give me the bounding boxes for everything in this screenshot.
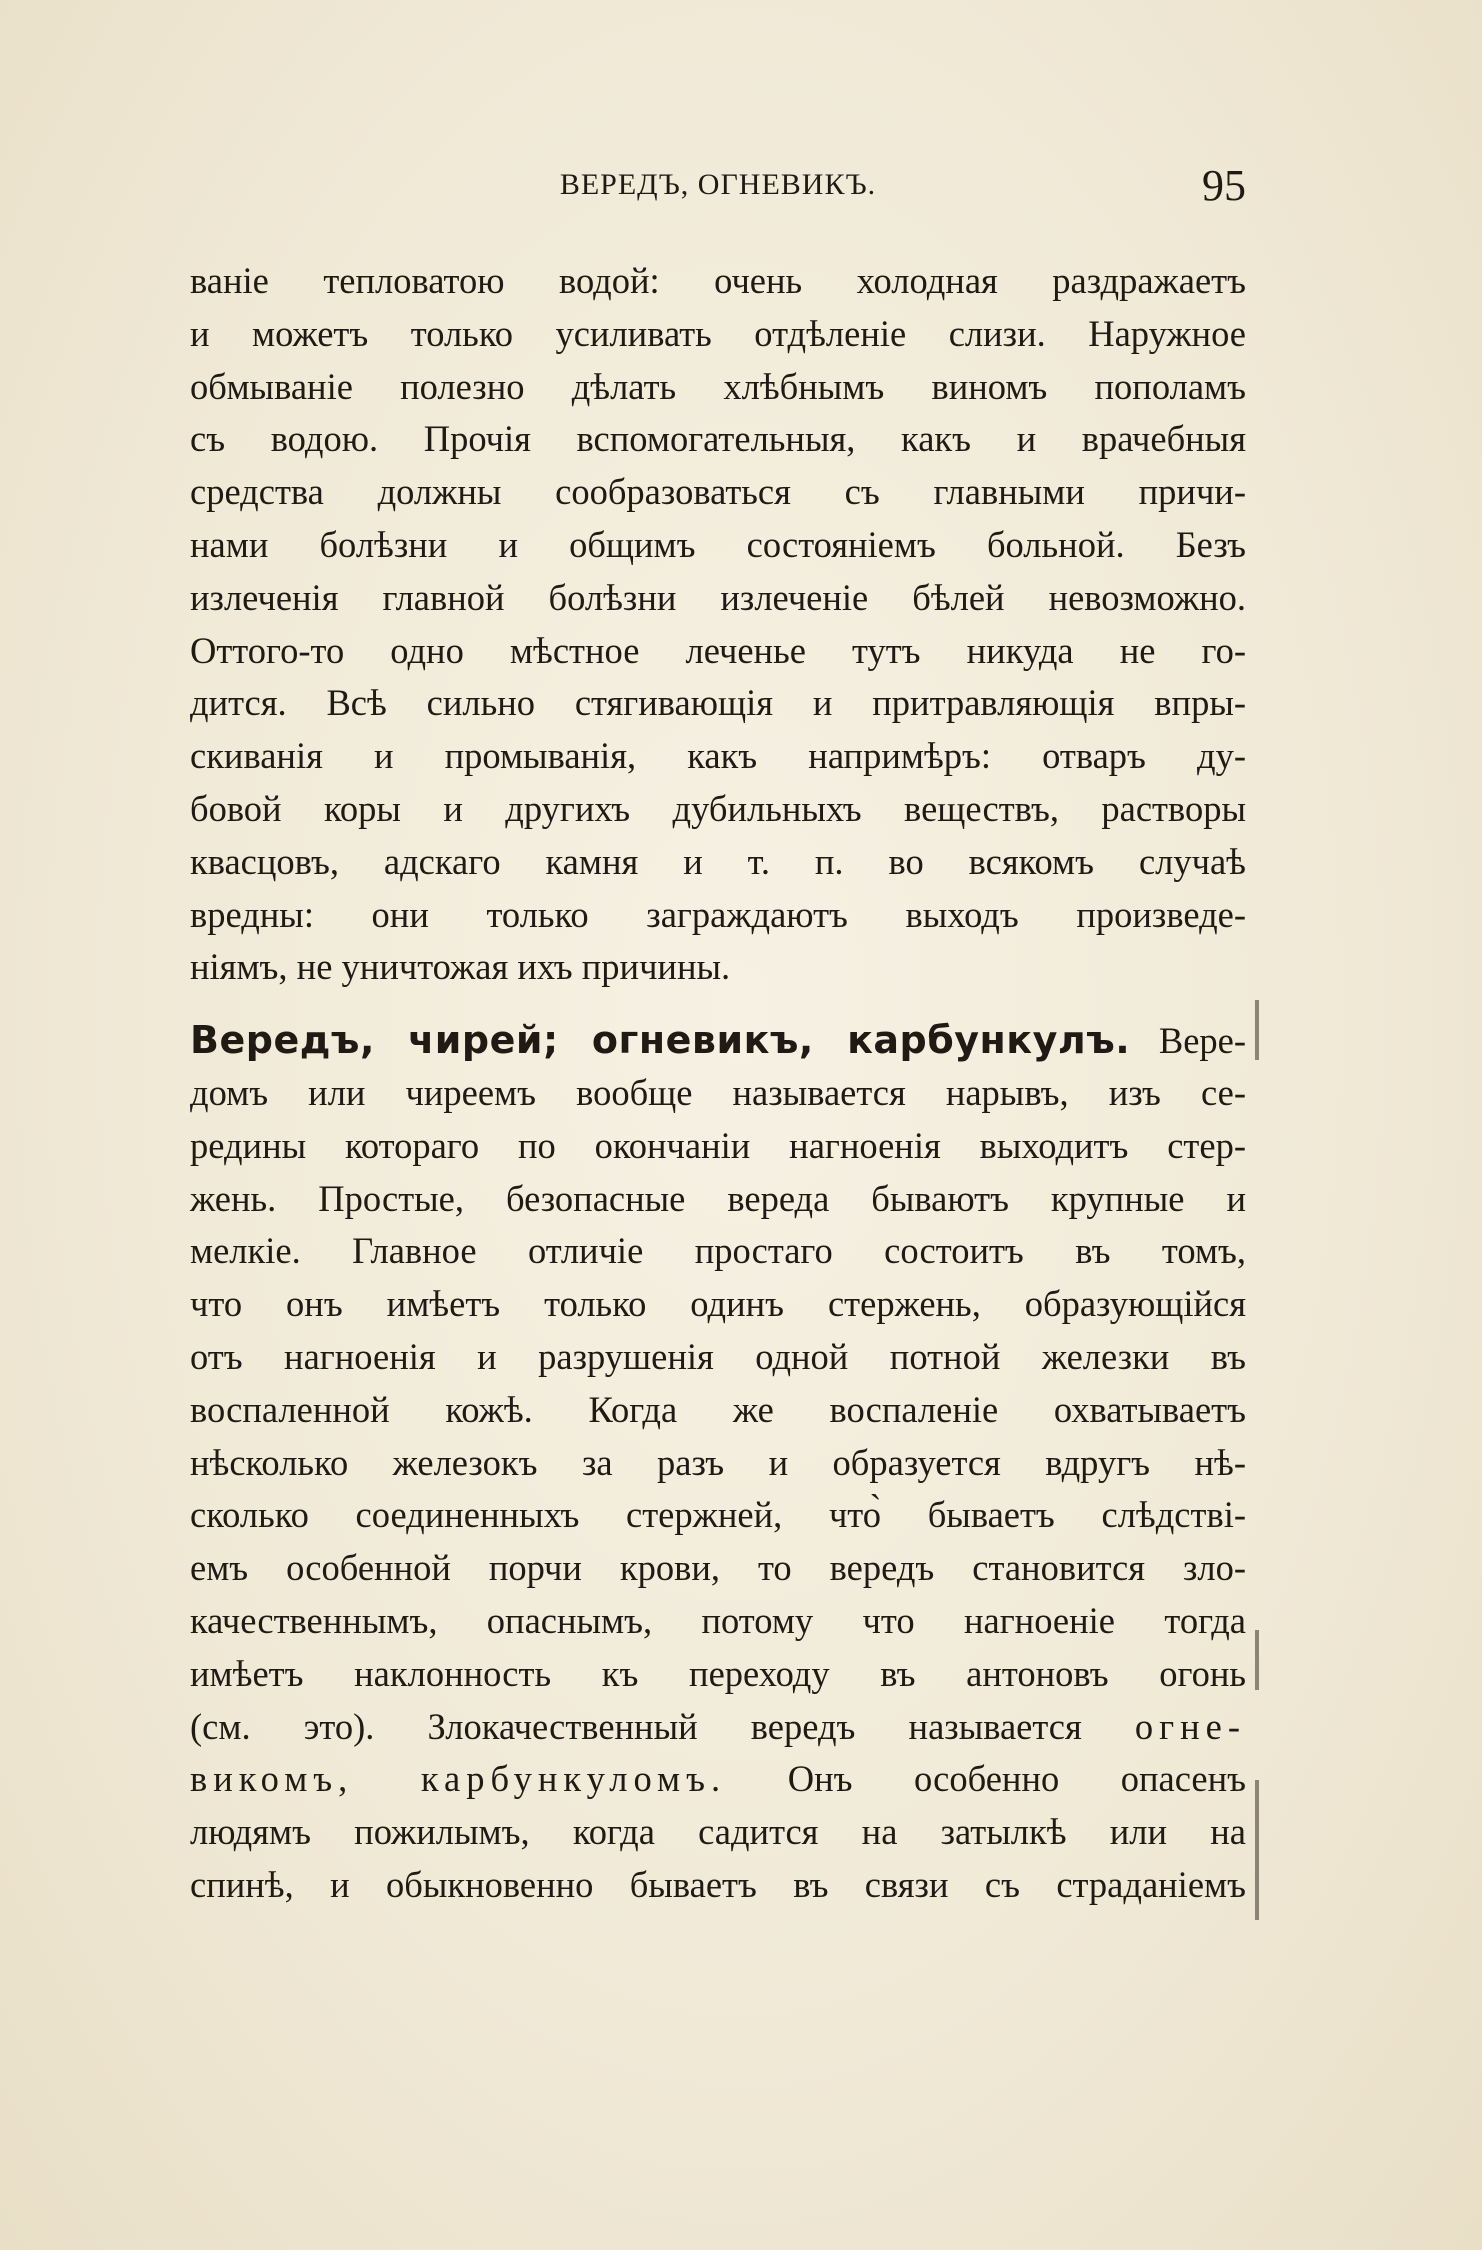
text-line: жень. Простые, безопасные вереда бываютъ крупные и [190,1177,1246,1219]
text-line: Оттого-то одно мѣстное леченье тутъ никуда не го- [190,629,1246,671]
text-line: спинѣ, и обыкновенно бываетъ въ связи съ страданіемъ [190,1863,1246,1905]
text-line: дится. Всѣ сильно стягивающія и притравляющія впры- [190,682,1246,724]
text-line: редины котораго по окончаніи нагноенія выходитъ стер- [190,1124,1246,1166]
text-fragment: Онъ особенно опасенъ [787,1758,1247,1800]
text-fragment: Вере- [1158,1020,1247,1062]
text-line: качественнымъ, опаснымъ, потому что нагноеніе тогда [190,1599,1246,1641]
margin-mark [1255,1630,1259,1690]
text-line: мелкіе. Главное отличіе простаго состоитъ въ томъ, [190,1230,1246,1272]
text-line: бовой коры и другихъ дубильныхъ веществъ, растворы [190,787,1246,829]
text-line: квасцовъ, адскаго камня и т. п. во всякомъ случаѣ [190,840,1246,882]
text-line: сколько соединенныхъ стержней, что̀ бываетъ слѣдстві- [190,1494,1246,1536]
text-line: нами болѣзни и общимъ состояніемъ больной. Безъ [190,523,1246,565]
running-title: ВЕРЕДЪ, ОГНЕВИКЪ. [559,168,877,201]
section-boils [190,1014,1246,1912]
text-line: скиванія и промыванія, какъ напримѣръ: отваръ ду- [190,735,1246,777]
text-line: отъ нагноенія и разрушенія одной потной железки въ [190,1335,1246,1377]
text-line: нѣсколько железокъ за разъ и образуется вдругъ нѣ- [190,1441,1246,1483]
paragraph-gap [190,994,1246,1014]
text-line: ніямъ, не уничтожая ихъ причины. [190,946,731,988]
spaced-term: викомъ, карбункуломъ. [190,1758,727,1800]
text-line: что онъ имѣетъ только одинъ стержень, образующійся [190,1283,1246,1325]
page-number: 95 [1202,161,1246,210]
text-line: домъ или чиреемъ вообще называется нарывъ, изъ се- [190,1071,1246,1113]
text-line: обмываніе полезно дѣлать хлѣбнымъ виномъ пополамъ [190,365,1246,407]
margin-mark [1255,1000,1259,1060]
body-text [190,255,1246,1912]
text-line-with-term [190,1701,1246,1754]
text-line: вредны: они только заграждаютъ выходъ произведе- [190,893,1246,935]
text-fragment: (см. это). Злокачественный вередъ называется [190,1705,1082,1747]
paragraph-bleaching [190,255,1246,994]
section-first-line [190,1014,1246,1067]
text-line: воспаленной кожѣ. Когда же воспаленіе охватываетъ [190,1388,1246,1430]
running-head [190,160,1246,210]
text-line: имѣетъ наклонность къ переходу въ антоновъ огонь [190,1652,1246,1694]
text-line: съ водою. Прочія вспомогательныя, какъ и врачебныя [190,418,1246,460]
text-line: и можетъ только усиливать отдѣленіе слизи. Наружное [190,312,1246,354]
text-line: ваніе тепловатою водой: очень холодная раздражаетъ [190,260,1246,301]
text-line: средства должны сообразоваться съ главными причи- [190,471,1246,513]
spaced-term: огне- [1134,1705,1247,1747]
margin-mark [1255,1780,1259,1920]
text-line: емъ особенной порчи крови, то вередъ становится зло- [190,1547,1246,1589]
text-line: людямъ пожилымъ, когда садится на затылкѣ или на [190,1811,1246,1853]
text-line: излеченія главной болѣзни излеченіе бѣлей невозможно. [190,576,1246,618]
text-line-with-term [190,1753,1246,1806]
section-heading: Вередъ, чирей; огневикъ, карбункулъ. [190,1018,1131,1063]
